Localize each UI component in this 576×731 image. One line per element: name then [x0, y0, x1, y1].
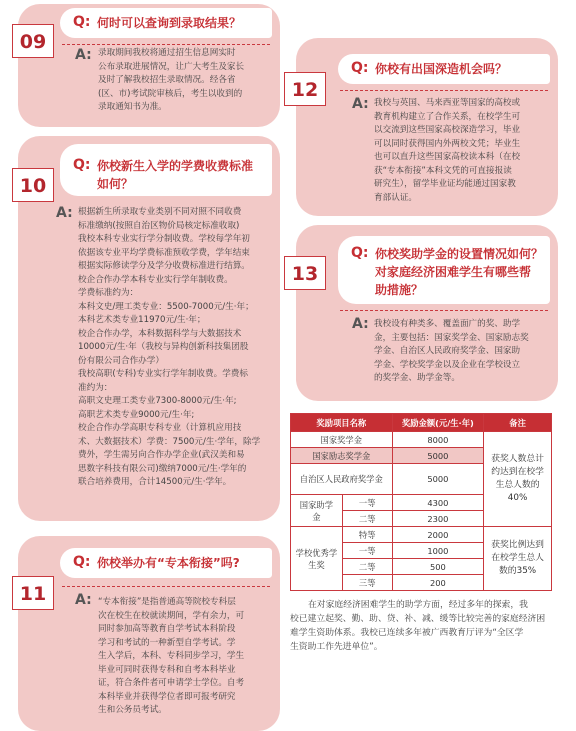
answer-marker: A: [352, 96, 369, 112]
table-header-row [291, 414, 552, 432]
answer-marker: A: [56, 205, 73, 221]
award-group: 国家助学金 [291, 495, 343, 527]
question-number-badge: 09 [12, 24, 54, 58]
question-text: 你校新生入学的学费收费标准 如何？ [97, 159, 254, 191]
award-amount: 2000 [392, 527, 484, 543]
table-header: 奖励金额(元/生·年) [392, 414, 484, 432]
divider [340, 310, 548, 311]
divider [340, 90, 548, 91]
award-level: 二等 [342, 511, 392, 527]
question-text: 你校有出国深造机会吗？ [375, 62, 508, 76]
answer-marker: A: [352, 316, 369, 332]
question-number-badge: 11 [12, 576, 54, 610]
question-text: 你校举办有“专本衔接”吗? [97, 556, 240, 570]
question-marker: Q: [73, 554, 91, 570]
award-amount: 8000 [392, 432, 484, 448]
award-level: 特等 [342, 527, 392, 543]
question-marker: Q: [351, 60, 369, 76]
closing-paragraph: 在对家庭经济困难学生的助学方面，经过多年的探索，我 校已建立起奖、勤、助、贷、补、减、缓等比较完善的家庭经济困 难学生资助体系。我校已连续多年被广西教育厅评为“全区学 生资助工作先进单位”。 [290, 600, 546, 652]
table-row [291, 432, 552, 448]
divider [62, 586, 270, 587]
award-level: 一等 [342, 543, 392, 559]
scholarship-table [290, 413, 552, 591]
award-amount: 5000 [392, 448, 484, 464]
answer-text: 我校与英国、马来西亚等国家的高校或 教育机构建立了合作关系，在校学生可 以交流到这些国家高校深造学习，毕业 可以同时获得国内外两校文凭；毕业生 也可以直升这些国家高校读本科（在校 获“专本衔接”本科文凭的可直接报读 研究生），留学毕业证均能通过国家教 育部认证。 [374, 98, 521, 203]
award-note: 获奖比例达到在校学生总人数的35% [484, 527, 552, 591]
award-amount: 1000 [392, 543, 484, 559]
award-name: 自治区人民政府奖学金 [291, 464, 393, 495]
table-header: 奖励项目名称 [291, 414, 393, 432]
table-row [291, 527, 552, 543]
answer-text: 录取期间我校将通过招生信息网实时 公布录取进展情况，让广大考生及家长 及时了解我校招生录取情况。经各省 (区、市)考试院审核后，考生以收到的 录取通知书为准。 [98, 48, 245, 112]
award-amount: 2300 [392, 511, 484, 527]
award-level: 三等 [342, 575, 392, 591]
question-number-badge: 12 [284, 72, 326, 106]
question-marker: Q: [73, 157, 91, 173]
award-level: 一等 [342, 495, 392, 511]
answer-marker: A: [75, 47, 92, 63]
question-number-badge: 10 [12, 168, 54, 202]
question-marker: Q: [351, 245, 369, 261]
award-name: 国家励志奖学金 [291, 448, 393, 464]
award-amount: 500 [392, 559, 484, 575]
answer-text: “专本衔接”是指普通高等院校专科层 次在校生在校就读期间，学有余力，可 同时参加高等教育自学考试本科阶段 学习和考试的一种新型自学考试。学 生入学后，本科、专科同步学习，学生 毕业可同时获得专科和自考本科毕业 证，符合条件者可申请学士学位。自考 本科毕业并获得学位者即可报考研究 生和公务员考试。 [98, 597, 245, 715]
question-text: 你校奖助学金的设置情况如何？ 对家庭经济困难学生有哪些帮 助措施？ [375, 247, 544, 297]
award-amount: 200 [392, 575, 484, 591]
award-level: 二等 [342, 559, 392, 575]
award-amount: 5000 [392, 464, 484, 495]
divider [62, 44, 270, 45]
question-marker: Q: [73, 14, 91, 30]
award-group: 学校优秀学生奖 [291, 527, 343, 591]
answer-text: 我校设有种类多、覆盖面广的奖、助学 金，主要包括：国家奖学金、国家励志奖 学金、自治区人民政府奖学金、国家助 学金、学校奖学金以及企业在学校设立 的奖学金、助学金等。 [374, 319, 529, 383]
answer-text: 根据新生所录取专业类别不同对照不同收费 标准缴纳(按照自治区物价局核定标准收取) 我校本科专业实行学分制收费。学校每学年初 依据该专业平均学费标准预收学费，学年结束 根据实际修读学分及学分收费标准进行结算。 校企合作办学本科专业实行学年制收费。 学费标准约为： 本科文史/理工类专业：5500-7000元/生·年； 本科艺术类专业11970元/生·年； 校企合作办学，本科数据科学与大数据技术 10000元/生·年（我校与异构创新科技集团股 份有限公司合作办学） 我校高职(专科)专业实行学年制收费。学费标 准约为： 高职文史理工类专业7300-8000元/生·年; 高职艺术类专业9000元/生·年; 校企合作办学高职专科专业（计算机应用技 术、大数据技术）学费：7500元/生·学年，除学 费外，学生需另向合作办学企业(武汉美和易 思数字科技有限公司)缴纳7000元/生·学年的 联合培养费用，合计14500元/生·学年。 [78, 207, 261, 487]
question-text: 何时可以查询到录取结果？ [97, 16, 242, 30]
answer-marker: A: [75, 592, 92, 608]
award-amount: 4300 [392, 495, 484, 511]
table-header: 备注 [484, 414, 552, 432]
award-name: 国家奖学金 [291, 432, 393, 448]
award-note: 获奖人数总计约达到在校学生总人数的40% [484, 432, 552, 527]
question-number-badge: 13 [284, 256, 326, 290]
